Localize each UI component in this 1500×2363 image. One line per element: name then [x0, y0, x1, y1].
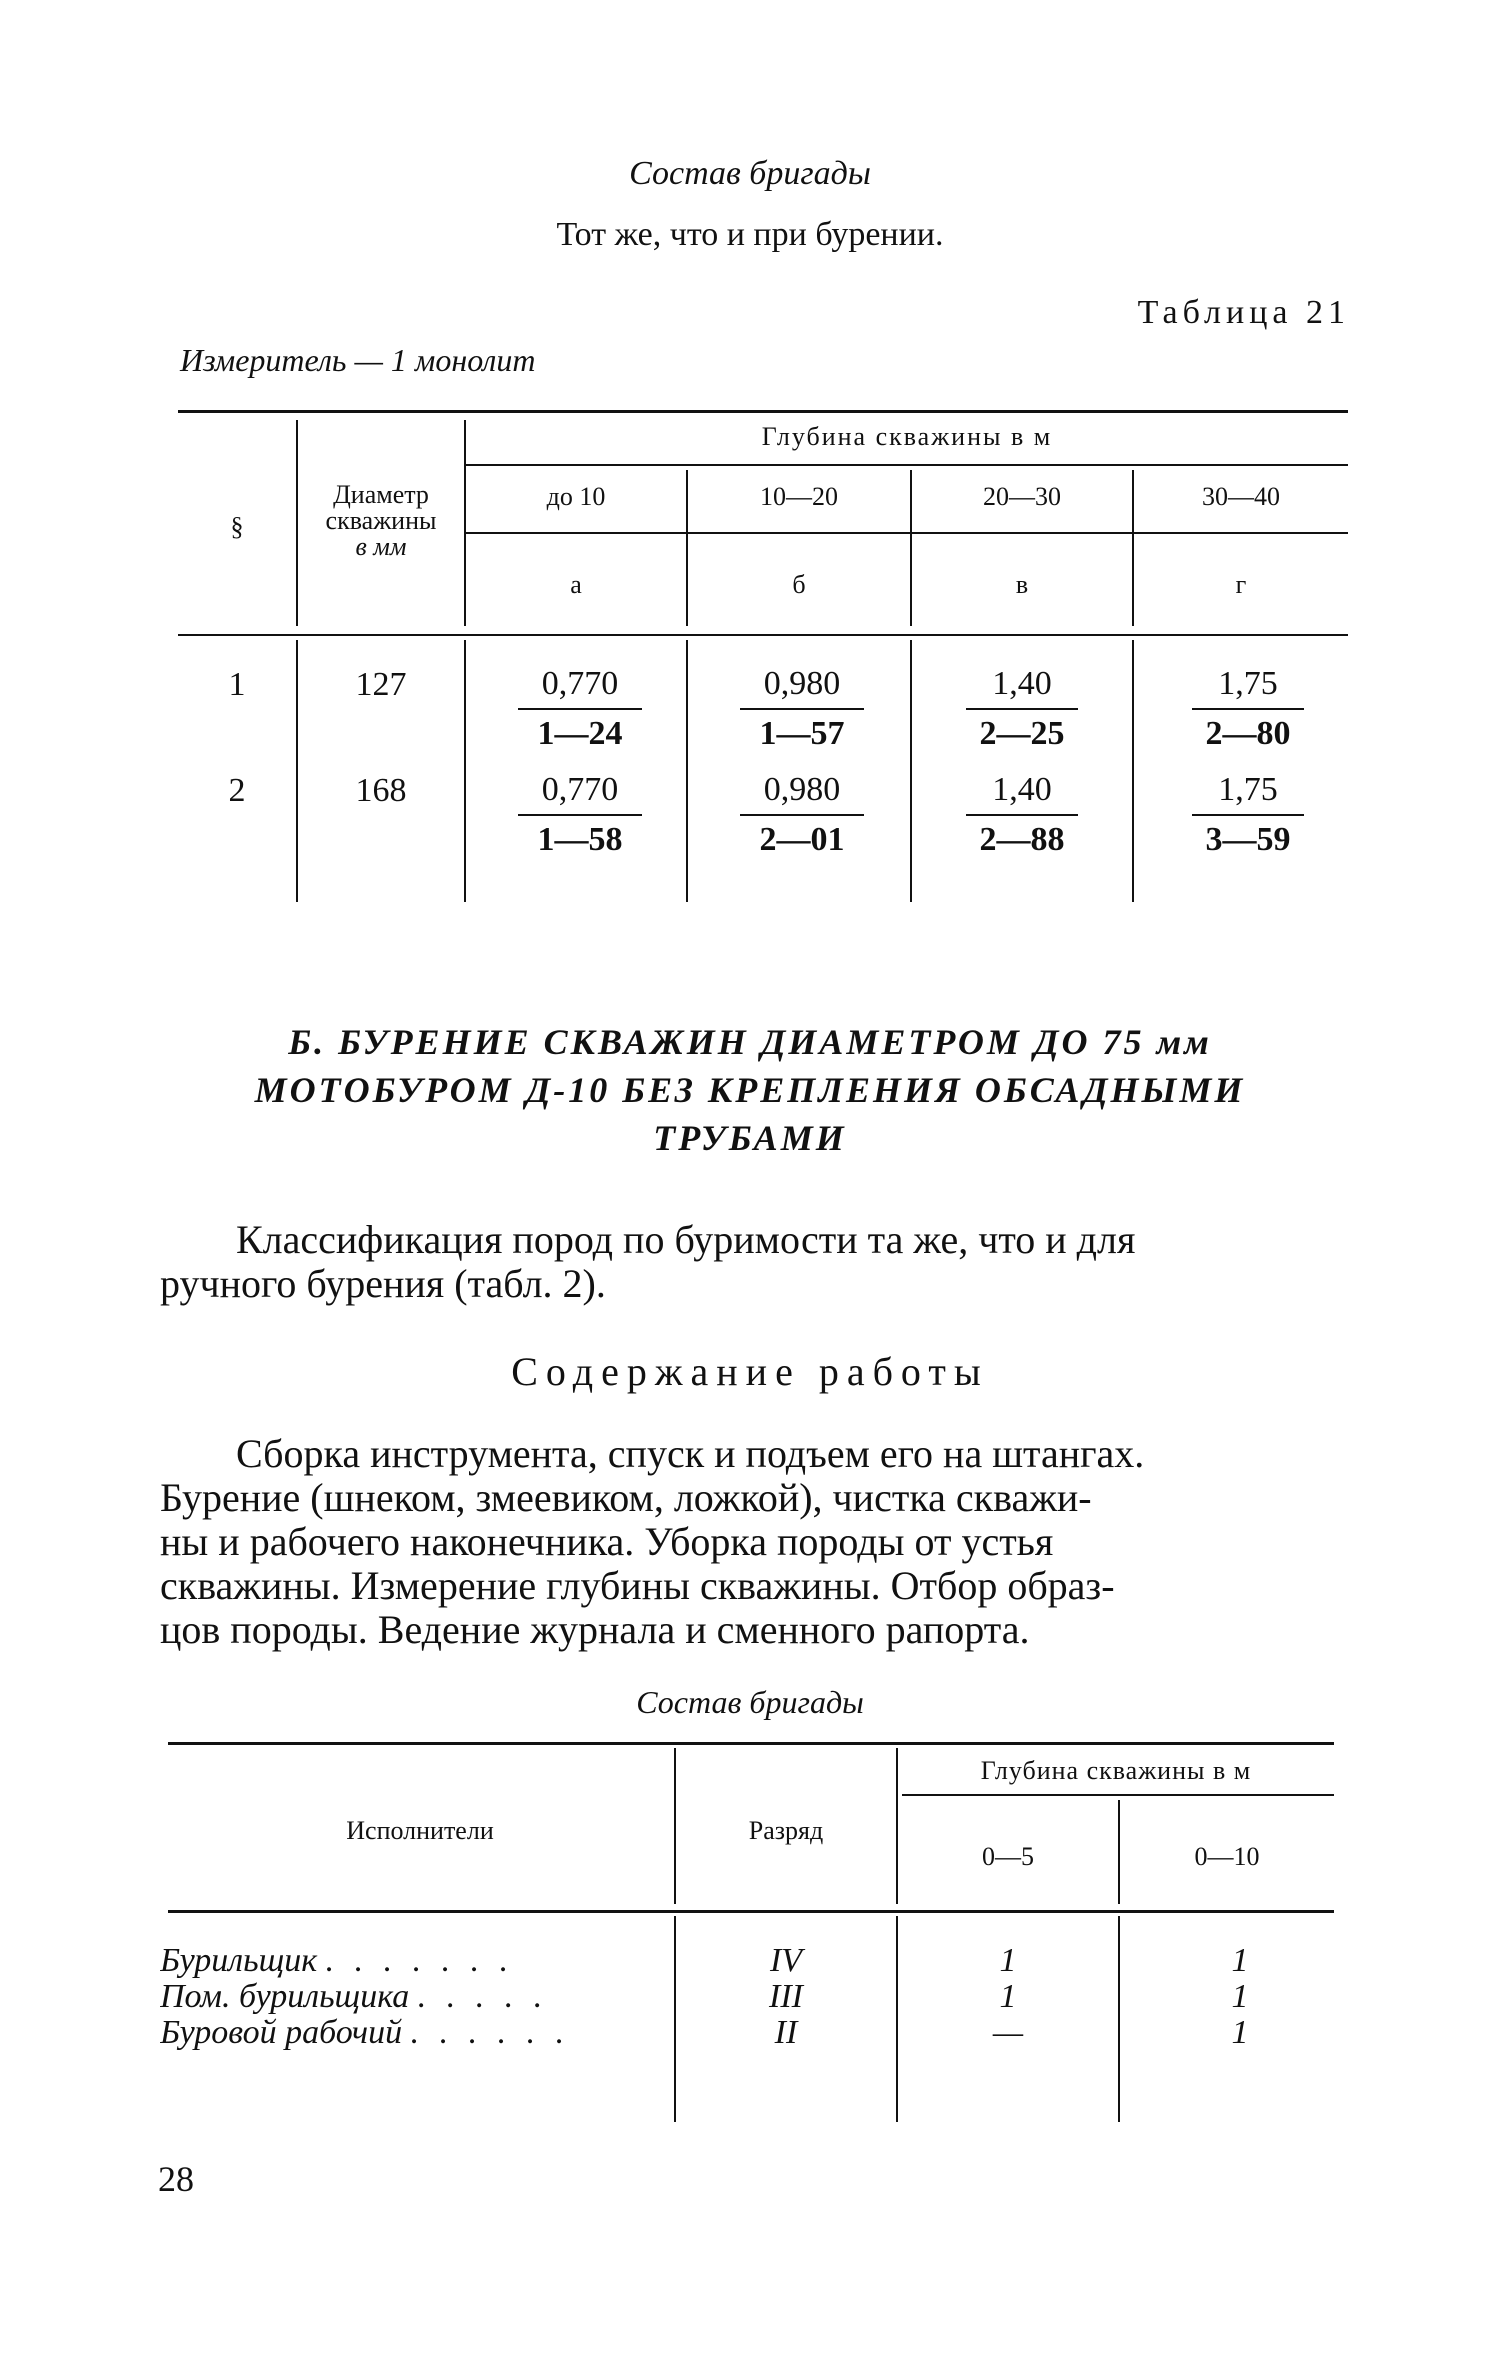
crew-depth-rule — [902, 1794, 1334, 1796]
norm-value: 0,980 — [763, 665, 841, 702]
crew-table-top-rule — [168, 1742, 1334, 1745]
crew-heading-top: Состав бригады — [629, 155, 871, 192]
letter-b: б — [792, 570, 806, 599]
range-rule — [466, 532, 1348, 534]
row-diameter: 168 — [355, 772, 407, 809]
work-line-4: скважины. Измерение глубины скважины. Отбор образ- — [160, 1563, 1115, 1608]
col-diameter-line: Диаметр — [333, 480, 429, 509]
range-3: 20—30 — [983, 482, 1061, 511]
vline — [464, 640, 466, 902]
work-line-3: ны и рабочего наконечника. Уборка породы от устья — [160, 1519, 1054, 1564]
grade-value: II — [774, 2014, 798, 2051]
count-value: 1 — [1231, 2014, 1249, 2051]
meter-label: Измеритель — 1 монолит — [180, 342, 536, 378]
norm-value: 1,75 — [1218, 665, 1278, 702]
performer-name: Буровой рабочий — [160, 2014, 403, 2051]
count-value: 1 — [999, 1978, 1017, 2015]
norm-value: 1,75 — [1218, 771, 1278, 808]
rate-value: 2—01 — [759, 821, 845, 858]
work-line-5: цов породы. Ведение журнала и сменного рапорта. — [160, 1607, 1030, 1652]
leader-dots: . . . . . . . — [325, 1942, 515, 1979]
grade-value: III — [769, 1978, 803, 2015]
rate-value: 2—25 — [979, 715, 1065, 752]
crew-table-header-rule — [168, 1910, 1334, 1913]
crew-text: Тот же, что и при бурении. — [556, 216, 944, 253]
performer-row — [160, 1942, 630, 1980]
row-diameter: 127 — [355, 666, 407, 703]
range-2: 10—20 — [760, 482, 838, 511]
norm-value: 1,40 — [992, 665, 1052, 702]
norm-cell — [518, 770, 642, 860]
crew-range-1: 0—5 — [982, 1842, 1034, 1871]
performer-name: Пом. бурильщика — [160, 1978, 410, 2015]
work-heading: Содержание работы — [511, 1349, 989, 1394]
rate-value: 1—58 — [537, 821, 623, 858]
rate-value: 1—24 — [537, 715, 623, 752]
col-diameter-line: скважины — [325, 506, 437, 535]
norm-value: 0,770 — [541, 771, 619, 808]
table-top-rule — [178, 410, 1348, 413]
count-value: 1 — [999, 1942, 1017, 1979]
fraction-bar — [518, 708, 642, 710]
grade-value: IV — [769, 1942, 803, 1979]
count-value: 1 — [1231, 1942, 1249, 1979]
col-grade: Разряд — [748, 1816, 824, 1845]
col-diameter-line: в мм — [355, 532, 407, 561]
norm-cell — [518, 664, 642, 754]
norm-cell — [740, 664, 864, 754]
performer-name: Бурильщик — [160, 1942, 318, 1979]
letter-a: а — [570, 570, 582, 599]
performer-row — [160, 1978, 630, 2016]
norm-value: 1,40 — [992, 771, 1052, 808]
vline — [910, 640, 912, 902]
depth-header-rule — [466, 464, 1348, 466]
range-1: до 10 — [546, 482, 606, 511]
fraction-bar — [966, 708, 1078, 710]
row-number: 1 — [228, 666, 246, 703]
vline — [1132, 640, 1134, 902]
fraction-bar — [740, 814, 864, 816]
crew-heading-bottom: Состав бригады — [636, 1684, 864, 1720]
fraction-bar — [1192, 708, 1304, 710]
section-title-line-1: Б. БУРЕНИЕ СКВАЖИН ДИАМЕТРОМ ДО 75 мм — [288, 1022, 1212, 1062]
rate-value: 2—80 — [1205, 715, 1291, 752]
depth-header: Глубина скважины в м — [761, 422, 1053, 451]
norm-cell — [966, 770, 1078, 860]
page-number: 28 — [158, 2159, 194, 2199]
work-line-2: Бурение (шнеком, змеевиком, ложкой), чистка скважи- — [160, 1475, 1092, 1520]
count-value: — — [992, 2014, 1024, 2051]
col-diameter — [298, 482, 464, 560]
norm-cell — [1192, 664, 1304, 754]
crew-depth-header: Глубина скважины в м — [980, 1756, 1252, 1785]
performer-row — [160, 2014, 630, 2052]
crew-range-2: 0—10 — [1194, 1842, 1260, 1871]
work-line-1: Сборка инструмента, спуск и подъем его на штангах. — [236, 1431, 1145, 1476]
table-header-rule — [178, 634, 1348, 636]
range-4: 30—40 — [1202, 482, 1280, 511]
rate-value: 1—57 — [759, 715, 845, 752]
fraction-bar — [518, 814, 642, 816]
letter-v: в — [1015, 570, 1029, 599]
fraction-bar — [740, 708, 864, 710]
section-title-line-3: ТРУБАМИ — [653, 1118, 847, 1158]
count-value: 1 — [1231, 1978, 1249, 2015]
vline — [686, 640, 688, 902]
letter-g: г — [1235, 570, 1247, 599]
col-section: § — [230, 512, 244, 541]
table-label: Таблица 21 — [1137, 294, 1350, 331]
norm-value: 0,770 — [541, 665, 619, 702]
section-title-line-2: МОТОБУРОМ Д-10 БЕЗ КРЕПЛЕНИЯ ОБСАДНЫМИ — [254, 1070, 1246, 1110]
norm-cell — [1192, 770, 1304, 860]
classification-line-2: ручного бурения (табл. 2). — [160, 1261, 606, 1306]
leader-dots: . . . . . — [417, 1978, 549, 2015]
norm-cell — [740, 770, 864, 860]
norm-cell — [966, 664, 1078, 754]
rate-value: 2—88 — [979, 821, 1065, 858]
fraction-bar — [966, 814, 1078, 816]
norm-value: 0,980 — [763, 771, 841, 808]
leader-dots: . . . . . . — [410, 2014, 571, 2051]
classification-line-1: Классификация пород по буримости та же, что и для — [236, 1217, 1136, 1262]
rate-value: 3—59 — [1205, 821, 1291, 858]
fraction-bar — [1192, 814, 1304, 816]
row-number: 2 — [228, 772, 246, 809]
col-performers: Исполнители — [346, 1816, 494, 1845]
